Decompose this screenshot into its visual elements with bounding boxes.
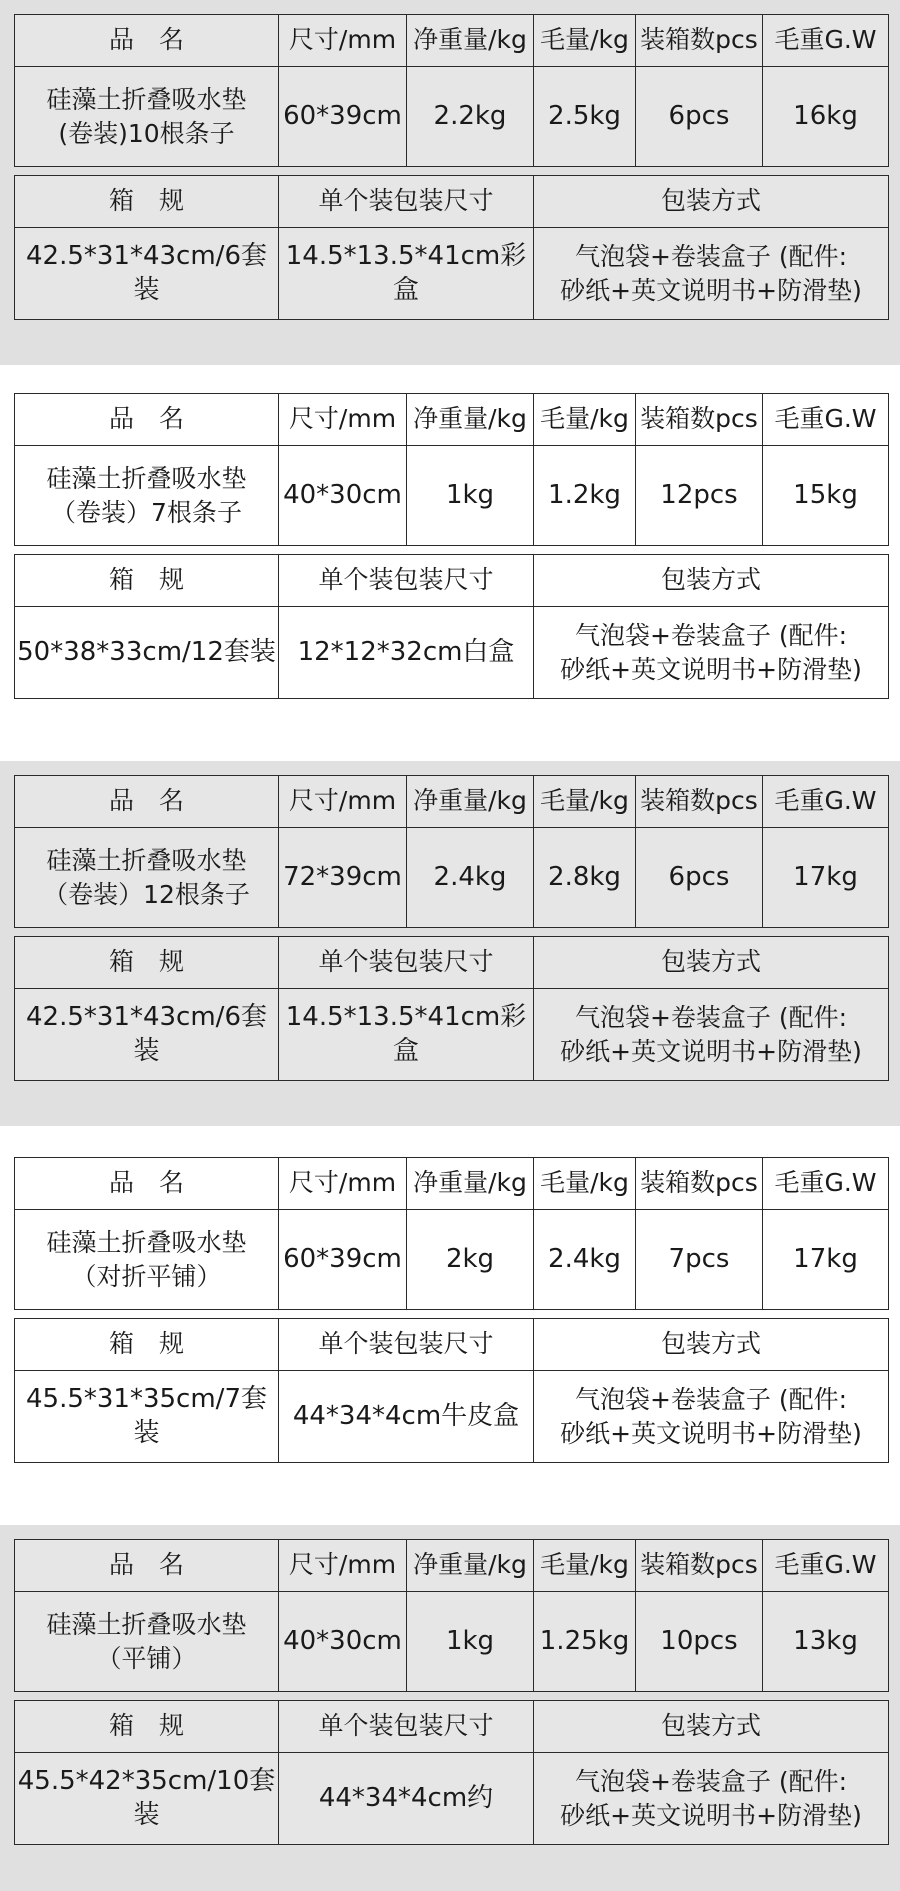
pcs-value: 10pcs — [636, 1592, 763, 1692]
carton-spec-table — [14, 175, 889, 320]
product-section-5 — [0, 1525, 900, 1891]
gross-weight-value: 1.2kg — [534, 446, 636, 546]
product-section-4 — [0, 1143, 900, 1507]
product-name-line1: 硅藻土折叠吸水垫 — [46, 1609, 247, 1639]
product-value-row — [15, 1592, 889, 1692]
net-weight-value: 2.4kg — [407, 828, 534, 928]
product-name-cell — [15, 1592, 279, 1692]
header-net-weight: 净重量/kg — [407, 1540, 534, 1592]
net-weight-value: 2.2kg — [407, 67, 534, 167]
pcs-value: 7pcs — [636, 1210, 763, 1310]
header-packing-method: 包装方式 — [534, 937, 889, 989]
header-product-name: 品 名 — [15, 15, 279, 67]
product-name-cell — [15, 1210, 279, 1310]
net-weight-value: 1kg — [407, 1592, 534, 1692]
product-spec-table — [14, 393, 889, 546]
header-size: 尺寸/mm — [279, 776, 407, 828]
gw-value: 17kg — [763, 828, 889, 928]
carton-spec-value: 45.5*31*35cm/7套装 — [15, 1371, 279, 1463]
header-gw: 毛重G.W — [763, 394, 889, 446]
product-name-line1: 硅藻土折叠吸水垫 — [46, 463, 247, 493]
gross-weight-value: 2.4kg — [534, 1210, 636, 1310]
product-name-cell — [15, 446, 279, 546]
product-section-1 — [0, 0, 900, 365]
header-product-name: 品 名 — [15, 776, 279, 828]
product-value-row — [15, 828, 889, 928]
gw-value: 15kg — [763, 446, 889, 546]
product-name-cell — [15, 67, 279, 167]
product-header-row — [15, 776, 889, 828]
packing-method-line1: 气泡袋+卷装盒子 (配件: — [574, 620, 848, 650]
pcs-value: 6pcs — [636, 67, 763, 167]
size-value: 40*30cm — [279, 1592, 407, 1692]
product-spec-table — [14, 775, 889, 928]
header-unit-package-size: 单个装包装尺寸 — [279, 176, 534, 228]
unit-package-size-value: 14.5*13.5*41cm彩盒 — [279, 989, 534, 1081]
carton-spec-value: 42.5*31*43cm/6套装 — [15, 989, 279, 1081]
carton-header-row — [15, 1701, 889, 1753]
header-product-name: 品 名 — [15, 1158, 279, 1210]
carton-value-row — [15, 607, 889, 699]
gw-value: 13kg — [763, 1592, 889, 1692]
product-name-line2: （对折平铺） — [71, 1261, 222, 1291]
header-pcs-per-carton: 装箱数pcs — [636, 394, 763, 446]
packing-method-line1: 气泡袋+卷装盒子 (配件: — [574, 1002, 848, 1032]
header-size: 尺寸/mm — [279, 394, 407, 446]
unit-package-size-value: 44*34*4cm约 — [279, 1753, 534, 1845]
header-gross-weight: 毛量/kg — [534, 394, 636, 446]
header-gw: 毛重G.W — [763, 15, 889, 67]
product-name-line1: 硅藻土折叠吸水垫 — [46, 845, 247, 875]
header-size: 尺寸/mm — [279, 1158, 407, 1210]
carton-spec-value: 45.5*42*35cm/10套装 — [15, 1753, 279, 1845]
carton-header-row — [15, 555, 889, 607]
carton-value-row — [15, 989, 889, 1081]
header-unit-package-size: 单个装包装尺寸 — [279, 1319, 534, 1371]
packing-method-cell — [534, 607, 889, 699]
size-value: 60*39cm — [279, 1210, 407, 1310]
carton-spec-table — [14, 1700, 889, 1845]
unit-package-size-value: 44*34*4cm牛皮盒 — [279, 1371, 534, 1463]
header-pcs-per-carton: 装箱数pcs — [636, 776, 763, 828]
gross-weight-value: 2.8kg — [534, 828, 636, 928]
header-unit-package-size: 单个装包装尺寸 — [279, 555, 534, 607]
carton-header-row — [15, 176, 889, 228]
header-carton-spec: 箱 规 — [15, 1319, 279, 1371]
header-size: 尺寸/mm — [279, 1540, 407, 1592]
header-net-weight: 净重量/kg — [407, 15, 534, 67]
packing-method-line2: 砂纸+英文说明书+防滑垫) — [560, 1036, 862, 1066]
carton-spec-value: 50*38*33cm/12套装 — [15, 607, 279, 699]
gross-weight-value: 1.25kg — [534, 1592, 636, 1692]
product-header-row — [15, 1540, 889, 1592]
net-weight-value: 1kg — [407, 446, 534, 546]
net-weight-value: 2kg — [407, 1210, 534, 1310]
packing-method-line2: 砂纸+英文说明书+防滑垫) — [560, 654, 862, 684]
header-gw: 毛重G.W — [763, 1540, 889, 1592]
header-size: 尺寸/mm — [279, 15, 407, 67]
pcs-value: 6pcs — [636, 828, 763, 928]
header-gw: 毛重G.W — [763, 1158, 889, 1210]
carton-header-row — [15, 1319, 889, 1371]
unit-package-size-value: 12*12*32cm白盒 — [279, 607, 534, 699]
product-name-line2: （卷装）7根条子 — [51, 497, 242, 527]
size-value: 60*39cm — [279, 67, 407, 167]
header-gw: 毛重G.W — [763, 776, 889, 828]
header-net-weight: 净重量/kg — [407, 776, 534, 828]
packing-method-line2: 砂纸+英文说明书+防滑垫) — [560, 1418, 862, 1448]
size-value: 40*30cm — [279, 446, 407, 546]
carton-value-row — [15, 1371, 889, 1463]
header-product-name: 品 名 — [15, 394, 279, 446]
pcs-value: 12pcs — [636, 446, 763, 546]
gw-value: 16kg — [763, 67, 889, 167]
gw-value: 17kg — [763, 1210, 889, 1310]
header-packing-method: 包装方式 — [534, 176, 889, 228]
product-section-2 — [0, 379, 900, 743]
carton-spec-table — [14, 936, 889, 1081]
header-unit-package-size: 单个装包装尺寸 — [279, 937, 534, 989]
product-spec-table — [14, 1539, 889, 1692]
packing-method-line1: 气泡袋+卷装盒子 (配件: — [574, 241, 848, 271]
product-header-row — [15, 15, 889, 67]
header-pcs-per-carton: 装箱数pcs — [636, 1540, 763, 1592]
header-net-weight: 净重量/kg — [407, 1158, 534, 1210]
product-value-row — [15, 446, 889, 546]
header-packing-method: 包装方式 — [534, 1319, 889, 1371]
header-gross-weight: 毛量/kg — [534, 776, 636, 828]
product-header-row — [15, 1158, 889, 1210]
product-name-line1: 硅藻土折叠吸水垫 — [46, 84, 247, 114]
header-packing-method: 包装方式 — [534, 555, 889, 607]
carton-spec-table — [14, 1318, 889, 1463]
header-gross-weight: 毛量/kg — [534, 1158, 636, 1210]
header-net-weight: 净重量/kg — [407, 394, 534, 446]
packing-method-line1: 气泡袋+卷装盒子 (配件: — [574, 1384, 848, 1414]
header-gross-weight: 毛量/kg — [534, 1540, 636, 1592]
packing-method-cell — [534, 1371, 889, 1463]
header-carton-spec: 箱 规 — [15, 176, 279, 228]
product-name-line2: (卷装)10根条子 — [58, 118, 235, 148]
packing-method-line2: 砂纸+英文说明书+防滑垫) — [560, 1800, 862, 1830]
product-name-cell — [15, 828, 279, 928]
product-name-line2: （平铺） — [96, 1643, 197, 1673]
carton-value-row — [15, 1753, 889, 1845]
header-carton-spec: 箱 规 — [15, 937, 279, 989]
product-header-row — [15, 394, 889, 446]
header-gross-weight: 毛量/kg — [534, 15, 636, 67]
packing-method-cell — [534, 989, 889, 1081]
product-section-3 — [0, 761, 900, 1126]
product-spec-table — [14, 14, 889, 167]
product-name-line1: 硅藻土折叠吸水垫 — [46, 1227, 247, 1257]
carton-value-row — [15, 228, 889, 320]
unit-package-size-value: 14.5*13.5*41cm彩盒 — [279, 228, 534, 320]
gross-weight-value: 2.5kg — [534, 67, 636, 167]
carton-header-row — [15, 937, 889, 989]
product-value-row — [15, 67, 889, 167]
header-pcs-per-carton: 装箱数pcs — [636, 15, 763, 67]
header-carton-spec: 箱 规 — [15, 1701, 279, 1753]
packing-method-cell — [534, 1753, 889, 1845]
packing-method-line2: 砂纸+英文说明书+防滑垫) — [560, 275, 862, 305]
carton-spec-table — [14, 554, 889, 699]
header-carton-spec: 箱 规 — [15, 555, 279, 607]
header-pcs-per-carton: 装箱数pcs — [636, 1158, 763, 1210]
header-unit-package-size: 单个装包装尺寸 — [279, 1701, 534, 1753]
packing-method-cell — [534, 228, 889, 320]
product-value-row — [15, 1210, 889, 1310]
header-product-name: 品 名 — [15, 1540, 279, 1592]
carton-spec-value: 42.5*31*43cm/6套装 — [15, 228, 279, 320]
header-packing-method: 包装方式 — [534, 1701, 889, 1753]
size-value: 72*39cm — [279, 828, 407, 928]
product-name-line2: （卷装）12根条子 — [43, 879, 250, 909]
product-spec-table — [14, 1157, 889, 1310]
packing-method-line1: 气泡袋+卷装盒子 (配件: — [574, 1766, 848, 1796]
